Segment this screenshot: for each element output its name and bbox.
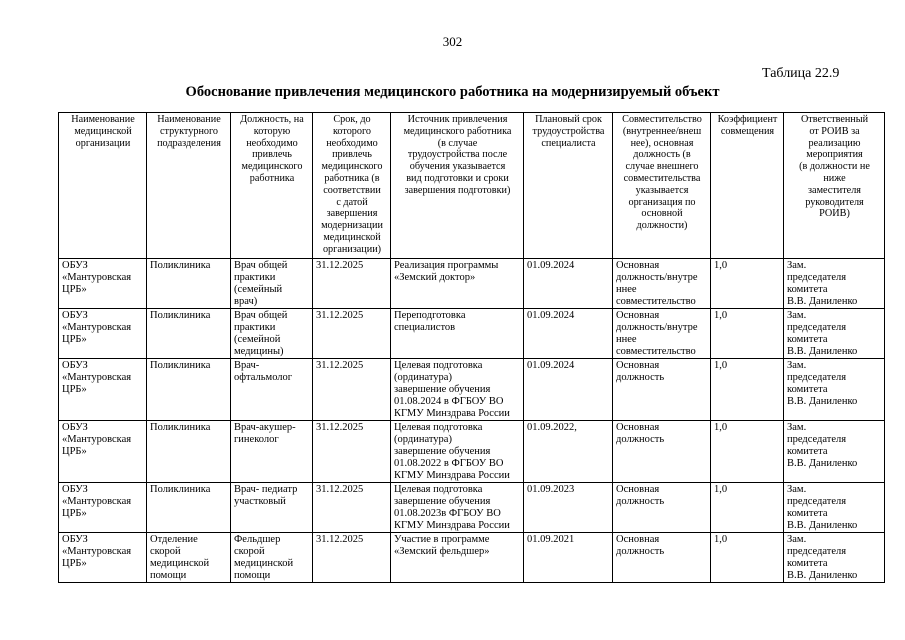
cell-organization: ОБУЗ «Мантуровская ЦРБ» [59, 259, 147, 309]
header-coefficient: Коэффициент совмещения [711, 113, 784, 259]
table-row [59, 309, 885, 359]
cell-position: Врач-акушер- гинеколог [231, 421, 313, 483]
cell-source: Переподготовка специалистов [391, 309, 524, 359]
cell-coefficient: 1,0 [711, 483, 784, 533]
cell-combination: Основная должность [613, 421, 711, 483]
cell-combination: Основная должность/внутре ннее совместительство [613, 259, 711, 309]
header-subdivision: Наименование структурного подразделения [147, 113, 231, 259]
cell-coefficient: 1,0 [711, 309, 784, 359]
cell-position: Врач- педиатр участковый [231, 483, 313, 533]
header-combination: Совместительство (внутреннее/внеш нее), основная должность (в случае внешнего совместительства указывается организация по основной должности) [613, 113, 711, 259]
cell-responsible: Зам. председателя комитета В.В. Даниленко [784, 309, 885, 359]
cell-subdivision: Поликлиника [147, 359, 231, 421]
header-responsible: Ответственный от РОИВ за реализацию мероприятия (в должности не ниже заместителя руководителя РОИВ) [784, 113, 885, 259]
cell-deadline: 31.12.2025 [313, 309, 391, 359]
page-number: 302 [442, 34, 463, 49]
cell-responsible: Зам. председателя комитета В.В. Даниленко [784, 421, 885, 483]
cell-deadline: 31.12.2025 [313, 359, 391, 421]
cell-source: Целевая подготовка завершение обучения 01.08.2023в ФГБОУ ВО КГМУ Минздрава России [391, 483, 524, 533]
cell-coefficient: 1,0 [711, 259, 784, 309]
table-row [59, 359, 885, 421]
cell-deadline: 31.12.2025 [313, 533, 391, 583]
cell-coefficient: 1,0 [711, 421, 784, 483]
cell-combination: Основная должность [613, 359, 711, 421]
cell-position: Врач- офтальмолог [231, 359, 313, 421]
document-title: Обоснование привлечения медицинского работника на модернизируемый объект [185, 84, 720, 100]
cell-deadline: 31.12.2025 [313, 483, 391, 533]
cell-subdivision: Поликлиника [147, 309, 231, 359]
cell-source: Целевая подготовка (ординатура) завершение обучения 01.08.2022 в ФГБОУ ВО КГМУ Минздрава России [391, 421, 524, 483]
cell-source: Целевая подготовка (ординатура) завершение обучения 01.08.2024 в ФГБОУ ВО КГМУ Минздрава России [391, 359, 524, 421]
cell-coefficient: 1,0 [711, 533, 784, 583]
table-label: Таблица 22.9 [762, 66, 840, 81]
cell-subdivision: Поликлиника [147, 421, 231, 483]
cell-organization: ОБУЗ «Мантуровская ЦРБ» [59, 483, 147, 533]
cell-organization: ОБУЗ «Мантуровская ЦРБ» [59, 421, 147, 483]
header-organization: Наименование медицинской организации [59, 113, 147, 259]
cell-subdivision: Поликлиника [147, 483, 231, 533]
table-row [59, 259, 885, 309]
cell-source: Участие в программе «Земский фельдшер» [391, 533, 524, 583]
cell-subdivision: Отделение скорой медицинской помощи [147, 533, 231, 583]
table-row [59, 483, 885, 533]
cell-position: Врач общей практики (семейной медицины) [231, 309, 313, 359]
cell-deadline: 31.12.2025 [313, 421, 391, 483]
cell-subdivision: Поликлиника [147, 259, 231, 309]
header-planned-date: Плановый срок трудоустройства специалиста [524, 113, 613, 259]
justification-table [58, 112, 885, 583]
cell-planned-date: 01.09.2022, [524, 421, 613, 483]
header-deadline: Срок, до которого необходимо привлечь медицинского работника (в соответствии с датой завершения модернизации медицинской организации) [313, 113, 391, 259]
cell-combination: Основная должность [613, 483, 711, 533]
table-header-row [59, 113, 885, 259]
cell-deadline: 31.12.2025 [313, 259, 391, 309]
cell-source: Реализация программы «Земский доктор» [391, 259, 524, 309]
header-position: Должность, на которую необходимо привлечь медицинского работника [231, 113, 313, 259]
cell-responsible: Зам. председателя комитета В.В. Даниленко [784, 359, 885, 421]
cell-planned-date: 01.09.2021 [524, 533, 613, 583]
cell-combination: Основная должность/внутре ннее совместительство [613, 309, 711, 359]
cell-position: Фельдшер скорой медицинской помощи [231, 533, 313, 583]
cell-organization: ОБУЗ «Мантуровская ЦРБ» [59, 309, 147, 359]
cell-planned-date: 01.09.2024 [524, 259, 613, 309]
table-row [59, 421, 885, 483]
cell-responsible: Зам. председателя комитета В.В. Даниленко [784, 483, 885, 533]
cell-organization: ОБУЗ «Мантуровская ЦРБ» [59, 533, 147, 583]
cell-planned-date: 01.09.2024 [524, 359, 613, 421]
cell-organization: ОБУЗ «Мантуровская ЦРБ» [59, 359, 147, 421]
header-source: Источник привлечения медицинского работника (в случае трудоустройства после обучения указывается вид подготовки и сроки завершения подготовки) [391, 113, 524, 259]
cell-planned-date: 01.09.2023 [524, 483, 613, 533]
cell-coefficient: 1,0 [711, 359, 784, 421]
cell-responsible: Зам. председателя комитета В.В. Даниленко [784, 533, 885, 583]
table-row [59, 533, 885, 583]
cell-planned-date: 01.09.2024 [524, 309, 613, 359]
cell-combination: Основная должность [613, 533, 711, 583]
cell-responsible: Зам. председателя комитета В.В. Даниленко [784, 259, 885, 309]
cell-position: Врач общей практики (семейный врач) [231, 259, 313, 309]
